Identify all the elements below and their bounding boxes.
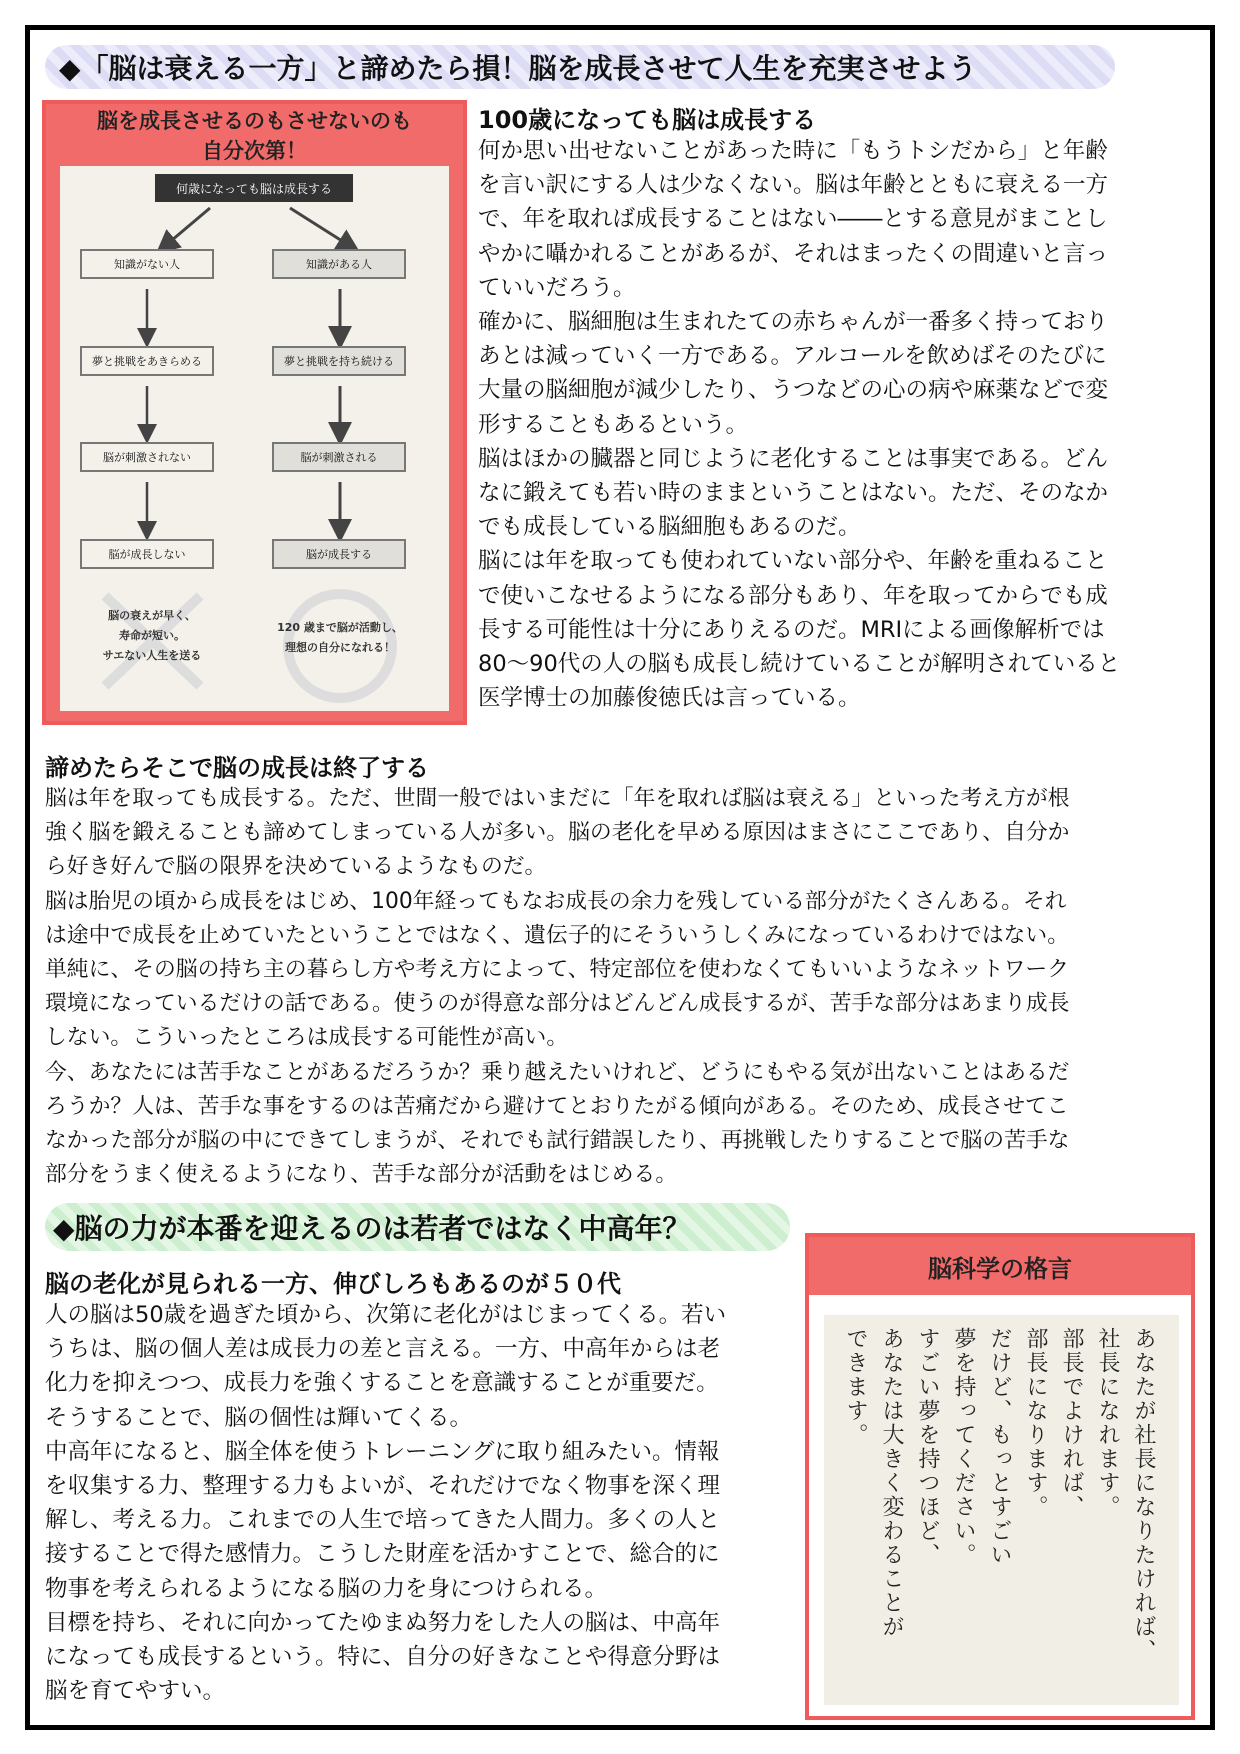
flow-right-note	[260, 618, 420, 658]
left-note-line: サエない人生を送る	[102, 649, 202, 662]
text-line: やかに囁かれることがあるが、それはまったくの間違いと言っ	[478, 240, 1109, 267]
text-line: 確かに、脳細胞は生まれたての赤ちゃんが一番多く持っており	[478, 309, 1109, 336]
section2-heading: 諦めたらそこで脳の成長は終了する	[45, 754, 429, 782]
text-line: ろうか？人は、苦手な事をするのは苦痛だから避けてとおりたがる傾向がある。そのため、成長させてこ	[45, 1093, 1069, 1119]
text-line: あとは減っていく一方である。アルコールを飲めばそのたびに	[478, 343, 1107, 370]
section3-heading: 脳の老化が見られる一方、伸びしろもあるのが５０代	[45, 1270, 621, 1298]
text-line: 医学博士の加藤俊徳氏は言っている。	[478, 685, 861, 712]
section-banner-1	[45, 45, 1115, 89]
text-line: 脳は胎児の頃から成長をはじめ、100年経ってもなお成長の余力を残している部分がたくさんある。それ	[45, 888, 1067, 914]
sidebar-box	[42, 100, 467, 725]
left-note-line: 寿命が短い。	[119, 629, 185, 642]
flow-right-3: 脳が刺激される	[272, 442, 406, 472]
text-line: 化力を抑えつつ、成長力を強くすることを意識することが重要だ。	[45, 1370, 719, 1397]
text-line: で使いこなせるようになる部分もあり、年を取ってからでも成	[478, 582, 1108, 609]
quote-line: すごい夢を持つほど、	[915, 1327, 940, 1567]
text-line: ていいだろう。	[478, 274, 636, 301]
banner-title-1: ◆「脳は衰える一方」と諦めたら損！脳を成長させて人生を充実させよう	[59, 52, 977, 85]
text-line: 人の脳は50歳を過ぎた頃から、次第に老化がはじまってくる。若い	[45, 1302, 727, 1328]
section1-heading: 100歳になっても脳は成長する	[478, 106, 817, 134]
text-line: 環境になっているだけの話である。使うのが得意な部分はどんどん成長するが、苦手な部分はあまり成長	[45, 991, 1070, 1017]
quote-line: あなたは大きく変わることが	[879, 1327, 904, 1639]
quote-vertical-text	[837, 1327, 1161, 1697]
quote-line: だけど、もっとすごい	[987, 1327, 1012, 1567]
text-line: 単純に、その脳の持ち主の暮らし方や考え方によって、特定部位を使わなくてもいいようなネットワーク	[45, 957, 1070, 983]
text-line: 接することで得た感情力。こうした財産を活かすことで、総合的に	[45, 1541, 720, 1568]
text-line: で、年を取れば成長することはない――とする意見がまことし	[478, 206, 1108, 233]
text-line: ら好き好んで脳の限界を決めているようなものだ。	[45, 854, 547, 880]
flow-left-1: 知識がない人	[80, 249, 214, 279]
sidebar-title-line2: 自分次第！	[202, 139, 307, 163]
text-line: そうすることで、脳の個性は輝いてくる。	[45, 1404, 473, 1431]
flow-left-note	[72, 606, 232, 666]
sidebar-title	[46, 104, 463, 166]
text-line: 部分をうまく使えるようになり、苦手な部分が活動をはじめる。	[45, 1162, 678, 1188]
text-line: うちは、脳の個人差は成長力の差と言える。一方、中高年からは老	[45, 1336, 721, 1363]
text-line: 脳には年を取っても使われていない部分や、年齢を重ねること	[478, 548, 1108, 575]
right-note-line: 理想の自分になれる！	[285, 641, 395, 654]
quote-title: 脳科学の格言	[809, 1237, 1191, 1295]
section2-body	[45, 782, 1195, 1192]
quote-line: 社長になれます。	[1095, 1327, 1120, 1519]
text-line: でも成長している脳細胞もあるのだ。	[478, 514, 861, 541]
text-line: は途中で成長を止めていたということではなく、遺伝子的にそういうしくみになっているわけではない。	[45, 922, 1070, 948]
text-line: 80～90代の人の脳も成長し続けていることが解明されていると	[478, 651, 1121, 678]
flowchart	[60, 166, 449, 711]
flow-left-4: 脳が成長しない	[80, 539, 214, 569]
sidebar-title-line1: 脳を成長させるのもさせないのも	[97, 109, 412, 133]
banner-title-2: ◆脳の力が本番を迎えるのは若者ではなく中高年？	[53, 1212, 691, 1245]
text-line: 大量の脳細胞が減少したり、うつなどの心の病や麻薬などで変	[478, 377, 1109, 404]
text-line: なかった部分が脳の中にできてしまうが、それでも試行錯誤したり、再挑戦したりすることで脳の苦手な	[45, 1128, 1070, 1154]
section3-body	[45, 1298, 795, 1708]
text-line: を収集する力、整理する力もよいが、それだけでなく物事を深く理	[45, 1473, 721, 1500]
text-line: 脳は年を取っても成長する。ただ、世間一般ではいまだに「年を取れば脳は衰える」といった考え方が根	[45, 786, 1070, 811]
quote-line: 夢を持ってください。	[951, 1327, 976, 1567]
quote-line: あなたが社長になりたければ、	[1131, 1327, 1156, 1663]
quote-box	[805, 1233, 1195, 1720]
text-line: 強く脳を鍛えることも諦めてしまっている人が多い。脳の老化を早める原因はまさにここであり、自分か	[45, 820, 1070, 846]
text-line: なに鍛えても若い時のままということはない。ただ、そのなか	[478, 480, 1109, 507]
text-line: 形することもあるという。	[478, 411, 749, 438]
flow-left-2: 夢と挑戦をあきらめる	[80, 346, 214, 376]
quote-line: 部長になります。	[1023, 1327, 1048, 1519]
quote-body	[824, 1315, 1179, 1705]
text-line: を言い訳にする人は少なくない。脳は年齢とともに衰える一方	[478, 172, 1109, 199]
quote-line: できます。	[843, 1327, 868, 1447]
flow-right-4: 脳が成長する	[272, 539, 406, 569]
text-line: 脳はほかの臓器と同じように老化することは事実である。どん	[478, 445, 1109, 472]
text-line: 今、あなたには苦手なことがあるだろうか？乗り越えたいけれど、どうにもやる気が出ないことはあるだ	[45, 1059, 1070, 1085]
text-line: しない。こういったところは成長する可能性が高い。	[45, 1025, 569, 1051]
text-line: になっても成長するという。特に、自分の好きなことや得意分野は	[45, 1644, 721, 1671]
flow-left-3: 脳が刺激されない	[80, 442, 214, 472]
section1-body	[478, 134, 1188, 715]
text-line: 何か思い出せないことがあった時に「もうトシだから」と年齢	[478, 138, 1108, 164]
quote-line: 部長でよければ、	[1059, 1327, 1084, 1519]
section-banner-2	[45, 1203, 790, 1251]
flow-top: 何歳になっても脳は成長する	[155, 174, 353, 202]
text-line: 目標を持ち、それに向かってたゆまぬ努力をした人の脳は、中高年	[45, 1609, 721, 1636]
text-line: 脳を育てやすい。	[45, 1678, 226, 1705]
left-note-line: 脳の衰えが早く、	[108, 609, 196, 622]
flow-right-2: 夢と挑戦を持ち続ける	[272, 346, 406, 376]
text-line: 解し、考える力。これまでの人生で培ってきた人間力。多くの人と	[45, 1507, 721, 1534]
right-note-line: 120 歳まで脳が活動し、	[277, 621, 403, 634]
text-line: 長する可能性は十分にありえるのだ。MRIによる画像解析では	[478, 616, 1105, 643]
text-line: 物事を考えられるようになる脳の力を身につけられる。	[45, 1575, 608, 1602]
text-line: 中高年になると、脳全体を使うトレーニングに取り組みたい。情報	[45, 1438, 720, 1465]
flow-right-1: 知識がある人	[272, 249, 406, 279]
